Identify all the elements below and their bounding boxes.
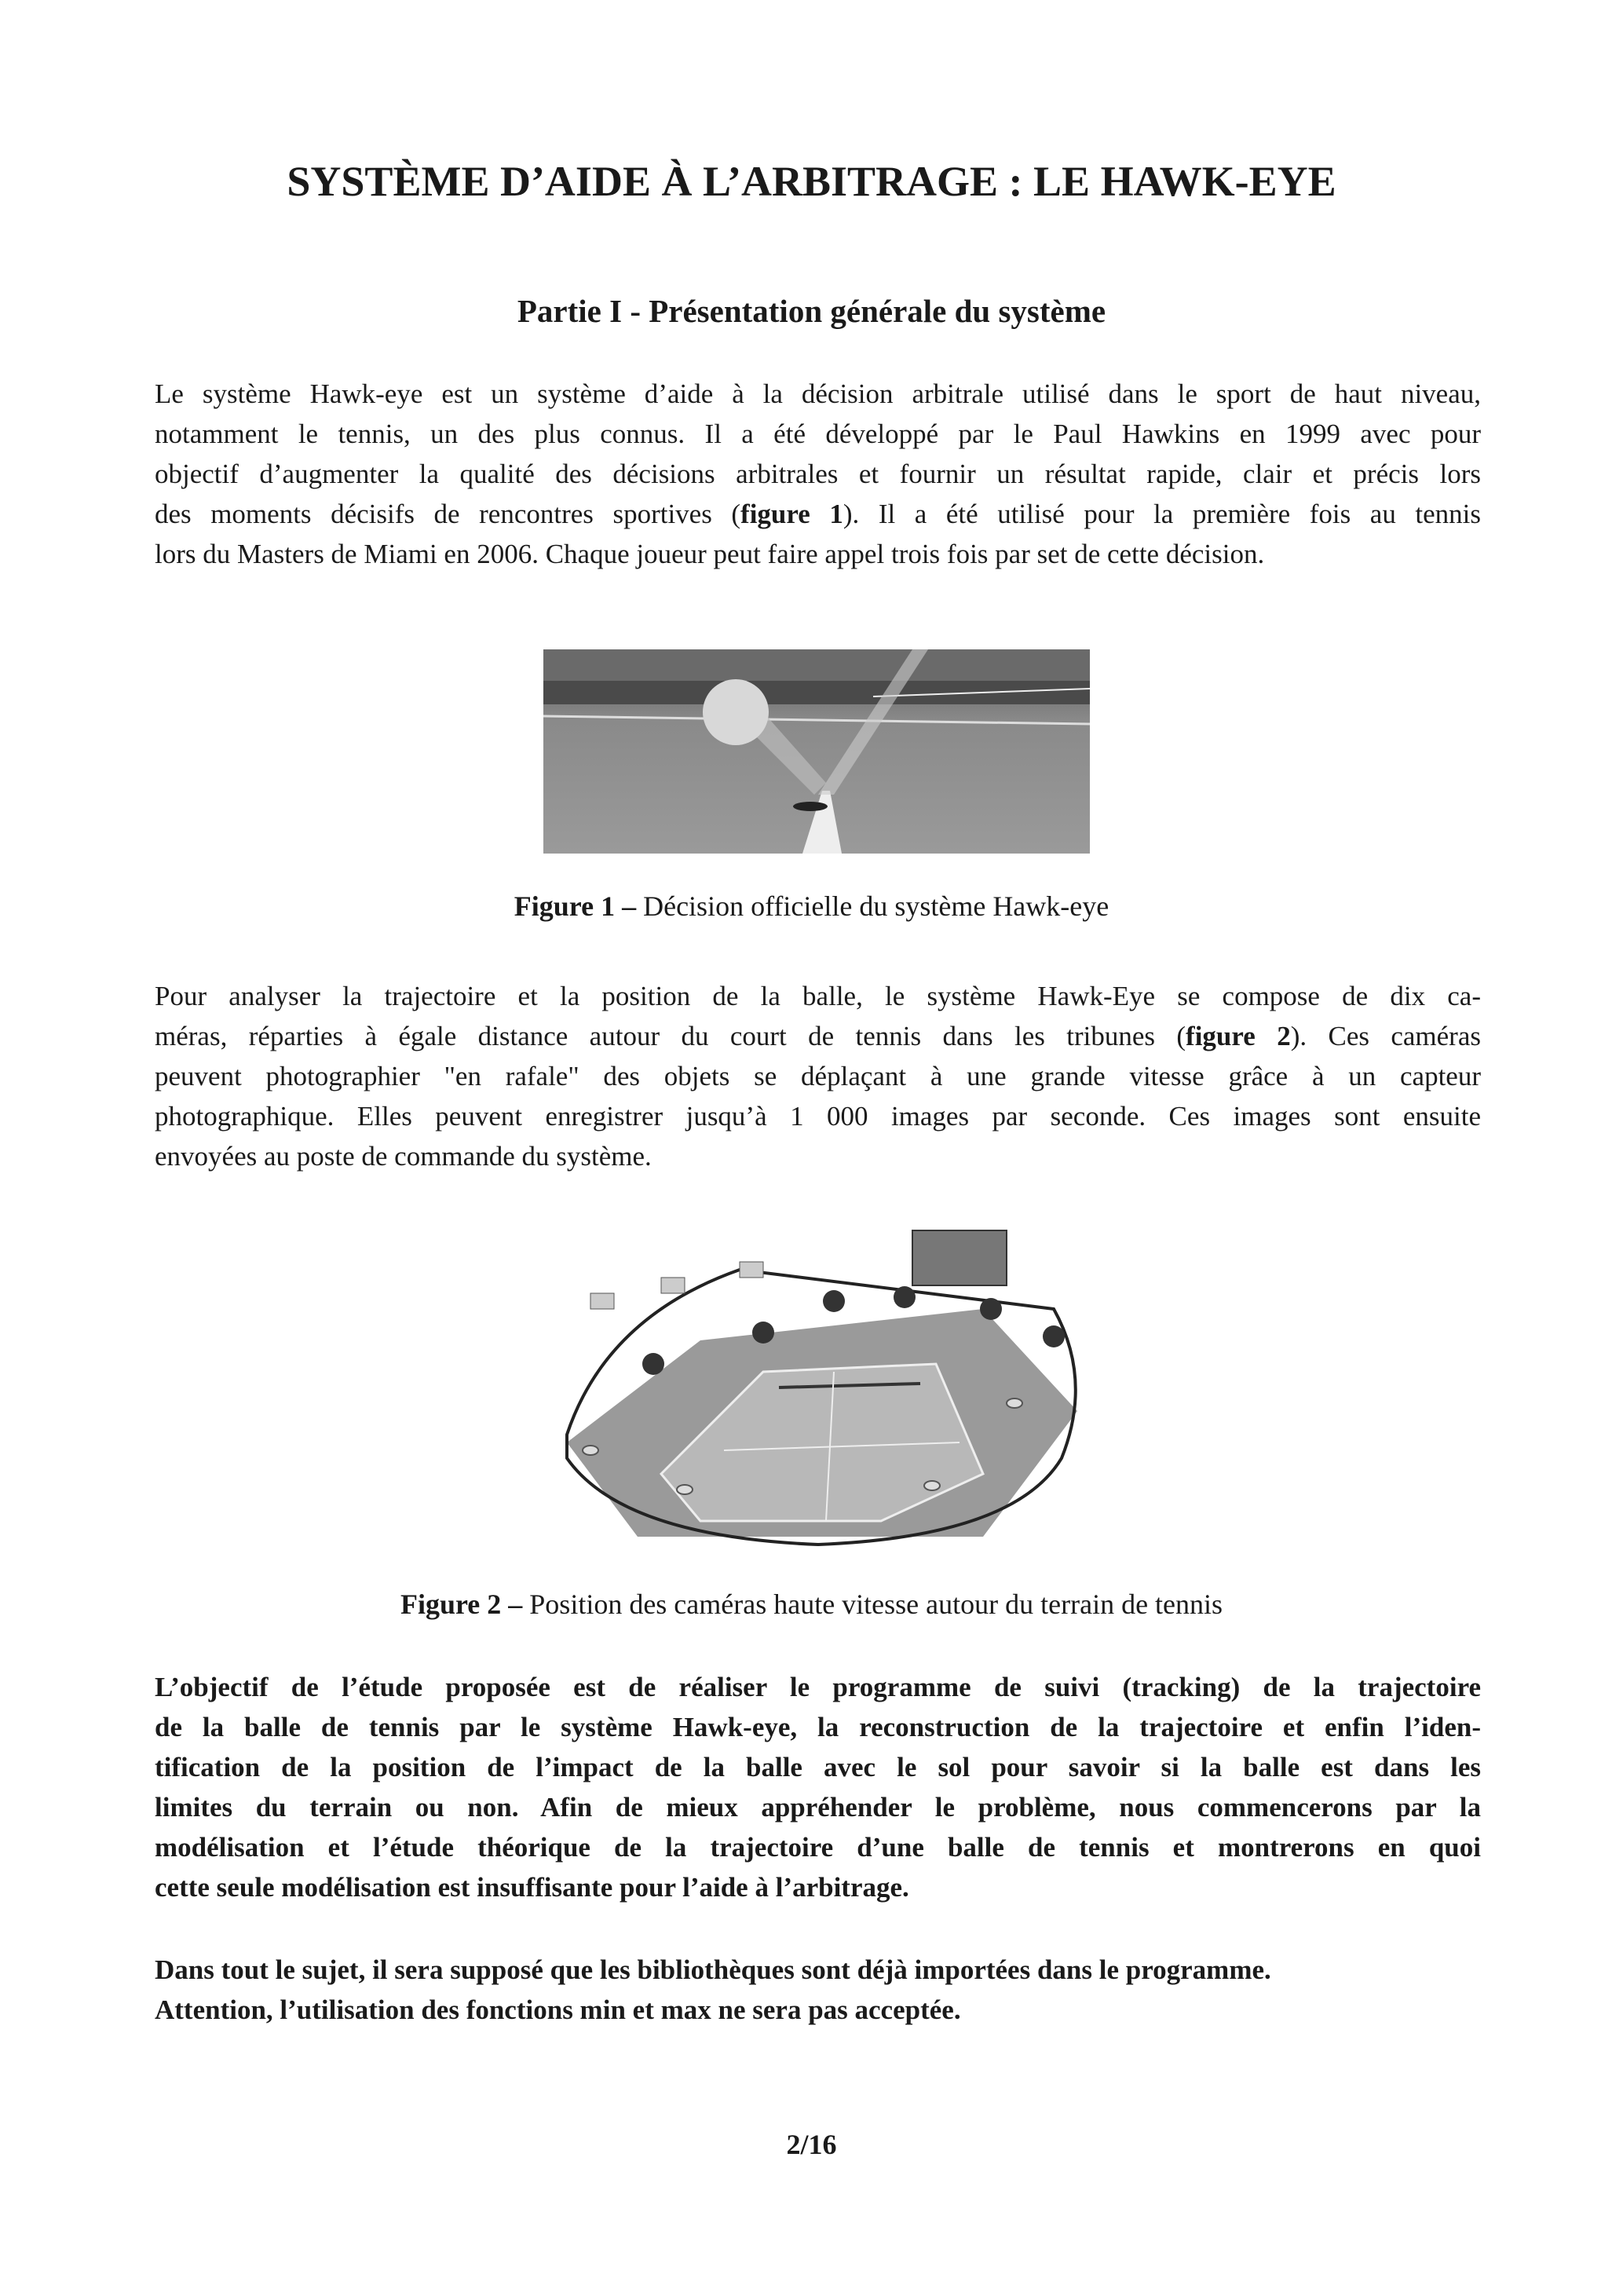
text-line: de la balle de tennis par le système Hawk-eye, la reconstruction de la trajectoire et enfin l’iden- xyxy=(155,1712,1481,1742)
text-segment: méras, réparties à égale distance autour du court de tennis dans les tribunes ( xyxy=(155,1021,1186,1051)
text-line xyxy=(155,1016,1481,1056)
text-line: lors du Masters de Miami en 2006. Chaque joueur peut faire appel trois fois par set de cette décision. xyxy=(155,539,1265,569)
text-line: Attention, l’utilisation des fonctions min et max ne sera pas acceptée. xyxy=(155,1994,961,2025)
intro-paragraph xyxy=(155,374,1481,574)
note-paragraph xyxy=(155,1950,1481,2030)
figure-2-reference: figure 2 xyxy=(1186,1021,1291,1051)
text-segment: ). Ces caméras xyxy=(1290,1021,1481,1051)
text-line: Dans tout le sujet, il sera supposé que les bibliothèques sont déjà importées dans le programme. xyxy=(155,1954,1271,1985)
objective-paragraph xyxy=(155,1667,1481,1907)
text-line xyxy=(155,494,1481,534)
figure-2-caption xyxy=(0,1588,1623,1621)
text-line: envoyées au poste de commande du système. xyxy=(155,1141,652,1172)
text-line: Le système Hawk-eye est un système d’aide à la décision arbitrale utilisé dans le sport de haut niveau, xyxy=(155,378,1481,409)
figure-2-image xyxy=(543,1223,1092,1550)
document-title: SYSTÈME D’AIDE À L’ARBITRAGE : LE HAWK-EYE xyxy=(287,158,1336,205)
page-number: 2/16 xyxy=(786,2129,837,2160)
figure-1-reference: figure 1 xyxy=(740,499,843,529)
text-line: objectif d’augmenter la qualité des décisions arbitrales et fournir un résultat rapide, clair et précis lors xyxy=(155,459,1481,489)
text-line: notamment le tennis, un des plus connus. Il a été développé par le Paul Hawkins en 1999 avec pour xyxy=(155,419,1481,449)
section-heading: Partie I - Présentation générale du système xyxy=(517,293,1106,329)
cameras-paragraph xyxy=(155,976,1481,1176)
text-line: modélisation et l’étude théorique de la trajectoire d’une balle de tennis et montrerons en quoi xyxy=(155,1832,1481,1863)
figure-1-caption xyxy=(0,890,1623,923)
text-line: peuvent photographier "en rafale" des objets se déplaçant à une grande vitesse grâce à un capteur xyxy=(155,1061,1481,1091)
figure-1-image xyxy=(543,649,1090,854)
caption-text: Position des caméras haute vitesse autour du terrain de tennis xyxy=(522,1589,1223,1620)
figure-label: Figure 2 – xyxy=(400,1589,523,1620)
text-line: Pour analyser la trajectoire et la position de la balle, le système Hawk-Eye se compose de dix ca- xyxy=(155,981,1481,1011)
caption-text: Décision officielle du système Hawk-eye xyxy=(636,890,1109,922)
text-segment: ). Il a été utilisé pour la première fois au tennis xyxy=(843,499,1481,529)
text-segment: des moments décisifs de rencontres sportives ( xyxy=(155,499,741,529)
text-line: tification de la position de l’impact de la balle avec le sol pour savoir si la balle est dans les xyxy=(155,1752,1481,1782)
text-line: cette seule modélisation est insuffisante pour l’aide à l’arbitrage. xyxy=(155,1872,909,1903)
figure-label: Figure 1 – xyxy=(514,890,637,922)
text-line: limites du terrain ou non. Afin de mieux appréhender le problème, nous commencerons par la xyxy=(155,1792,1481,1823)
text-line: L’objectif de l’étude proposée est de réaliser le programme de suivi (tracking) de la trajectoire xyxy=(155,1672,1481,1702)
text-line: photographique. Elles peuvent enregistrer jusqu’à 1 000 images par seconde. Ces images sont ensuite xyxy=(155,1101,1481,1132)
